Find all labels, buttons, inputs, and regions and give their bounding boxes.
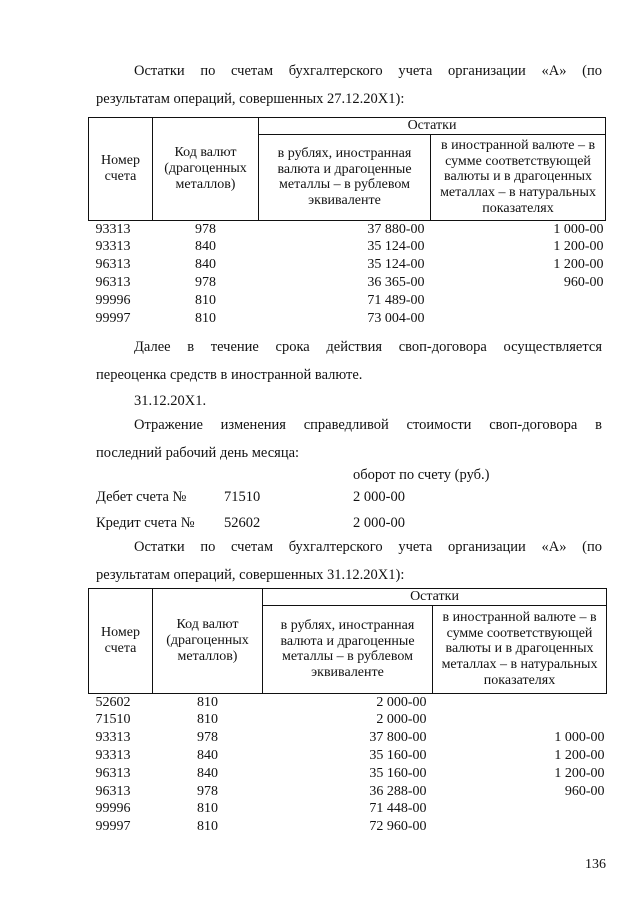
account-number-cell: 96313 [95, 275, 131, 291]
header-account-number: Номер счета [89, 589, 153, 694]
table-row [89, 238, 606, 256]
paragraph-line: Остатки по счетам бухгалтерского учета организации «А» (по [134, 63, 602, 79]
account-number-cell: 93313 [95, 239, 131, 255]
credit-account: 52602 [224, 515, 261, 531]
rub-balance-cell: 72 960-00 [369, 819, 427, 835]
header-account-number: Номер счета [89, 118, 153, 221]
currency-code-cell: 840 [195, 257, 216, 273]
rub-balance-cell: 37 880-00 [367, 221, 425, 237]
credit-amount: 2 000-00 [353, 515, 405, 531]
table-row [89, 693, 607, 711]
account-number-cell: 99997 [95, 310, 131, 326]
rub-balance-cell: 35 124-00 [367, 239, 425, 255]
account-number-cell: 93313 [95, 748, 131, 764]
balances-table-2 [88, 588, 607, 836]
rub-balance-cell: 35 160-00 [369, 748, 427, 764]
currency-code-cell: 810 [197, 801, 218, 817]
foreign-balance-cell: 960-00 [563, 275, 604, 291]
foreign-balance-cell: 1 200-00 [554, 765, 605, 781]
rub-balance-cell: 35 160-00 [369, 765, 427, 781]
foreign-balance-cell [431, 292, 606, 310]
foreign-balance-cell: 1 200-00 [553, 239, 604, 255]
table-1-body [89, 220, 606, 327]
rub-balance-cell: 36 288-00 [369, 783, 427, 799]
rub-balance-cell: 36 365-00 [367, 275, 425, 291]
account-number-cell: 71510 [95, 712, 131, 728]
paragraph-line: Далее в течение срока действия своп-договора осуществляется [134, 339, 602, 355]
table-row [89, 729, 607, 747]
account-number-cell: 99996 [95, 292, 131, 308]
foreign-balance-cell [433, 693, 607, 711]
paragraph-line: результатам операций, совершенных 27.12.20Х1): [96, 91, 405, 107]
table-row [89, 818, 607, 836]
rub-balance-cell: 2 000-00 [376, 694, 427, 710]
rub-balance-cell: 2 000-00 [376, 712, 427, 728]
debit-account: 71510 [224, 489, 261, 505]
debit-amount: 2 000-00 [353, 489, 405, 505]
currency-code-cell: 978 [197, 730, 218, 746]
currency-code-cell: 840 [195, 239, 216, 255]
currency-code-cell: 810 [195, 310, 216, 326]
account-number-cell: 99997 [95, 819, 131, 835]
date-line: 31.12.20Х1. [134, 393, 207, 409]
table-row [89, 292, 606, 310]
page-number: 136 [585, 857, 606, 872]
currency-code-cell: 978 [195, 275, 216, 291]
header-rub-equivalent: в рублях, иностранная валюта и драгоценные металлы – в рублевом эквиваленте [263, 605, 433, 693]
rub-balance-cell: 37 800-00 [369, 730, 427, 746]
paragraph-line: переоценка средств в иностранной валюте. [96, 367, 363, 383]
foreign-balance-cell: 1 000-00 [554, 730, 605, 746]
foreign-balance-cell [433, 800, 607, 818]
rub-balance-cell: 73 004-00 [367, 310, 425, 326]
table-row [89, 256, 606, 274]
paragraph-line: Остатки по счетам бухгалтерского учета организации «А» (по [134, 539, 602, 555]
header-currency-code: Код валют (драгоценных металлов) [153, 118, 259, 221]
currency-code-cell: 810 [195, 292, 216, 308]
foreign-balance-cell: 1 200-00 [554, 748, 605, 764]
credit-label: Кредит счета № [96, 515, 195, 531]
rub-balance-cell: 71 489-00 [367, 292, 425, 308]
header-balances: Остатки [263, 589, 607, 606]
table-row [89, 800, 607, 818]
balances-table-1 [88, 117, 606, 327]
foreign-balance-cell: 1 200-00 [553, 257, 604, 273]
currency-code-cell: 810 [197, 694, 218, 710]
account-number-cell: 96313 [95, 783, 131, 799]
foreign-balance-cell [433, 711, 607, 729]
turnover-label: оборот по счету (руб.) [353, 467, 490, 483]
paragraph-line: результатам операций, совершенных 31.12.20Х1): [96, 567, 405, 583]
header-currency-code: Код валют (драгоценных металлов) [153, 589, 263, 694]
rub-balance-cell: 35 124-00 [367, 257, 425, 273]
foreign-balance-cell [431, 310, 606, 328]
debit-label: Дебет счета № [96, 489, 187, 505]
rub-balance-cell: 71 448-00 [369, 801, 427, 817]
paragraph-line: последний рабочий день месяца: [96, 445, 300, 461]
currency-code-cell: 840 [197, 765, 218, 781]
currency-code-cell: 840 [197, 748, 218, 764]
table-row [89, 220, 606, 238]
currency-code-cell: 978 [195, 221, 216, 237]
currency-code-cell: 810 [197, 819, 218, 835]
table-row [89, 747, 607, 765]
foreign-balance-cell: 960-00 [564, 783, 605, 799]
paragraph-line: Отражение изменения справедливой стоимости своп-договора в [134, 417, 602, 433]
table-row [89, 274, 606, 292]
account-number-cell: 99996 [95, 801, 131, 817]
account-number-cell: 93313 [95, 730, 131, 746]
table-row [89, 783, 607, 801]
header-balances: Остатки [259, 118, 606, 135]
table-row [89, 765, 607, 783]
header-rub-equivalent: в рублях, иностранная валюта и драгоценные металлы – в рублевом эквиваленте [259, 134, 431, 220]
foreign-balance-cell [433, 818, 607, 836]
table-2-body [89, 693, 607, 836]
table-row [89, 711, 607, 729]
header-foreign-currency: в иностранной валюте – в сумме соответствующей валюты и в драгоценных металлах – в натуральных показателях [431, 134, 606, 220]
account-number-cell: 96313 [95, 765, 131, 781]
header-foreign-currency: в иностранной валюте – в сумме соответствующей валюты и в драгоценных металлах – в натуральных показателях [433, 605, 607, 693]
currency-code-cell: 810 [197, 712, 218, 728]
currency-code-cell: 978 [197, 783, 218, 799]
account-number-cell: 96313 [95, 257, 131, 273]
table-row [89, 310, 606, 328]
account-number-cell: 93313 [95, 221, 131, 237]
foreign-balance-cell: 1 000-00 [553, 221, 604, 237]
account-number-cell: 52602 [95, 694, 131, 710]
